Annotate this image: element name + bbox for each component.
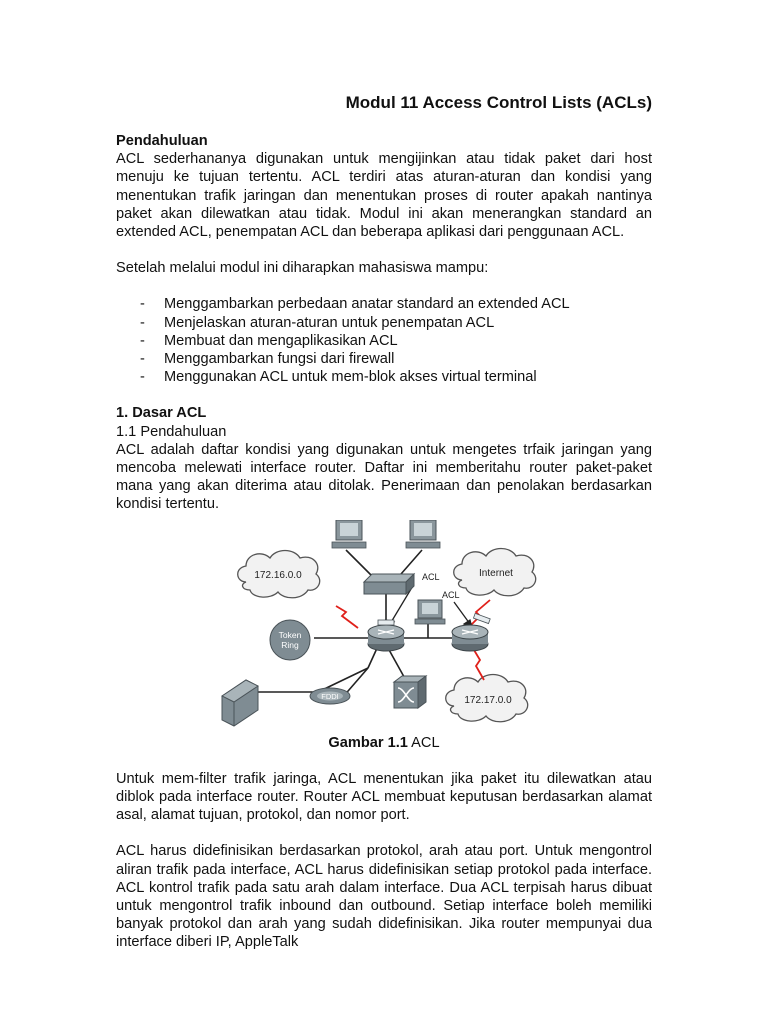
section-paragraph: ACL adalah daftar kondisi yang digunakan untuk mengetes trfaik jaringan yang mencoba melewati interface router. Daftar ini memberitahu router paket-paket mana yang akan diterima atau ditolak. Penerimaan dan penolakan berdasarkan kondisi tertentu. — [116, 441, 652, 513]
body-paragraph: Untuk mem-filter trafik jaringa, ACL menentukan jika paket itu dilewatkan atau diblok pada interface router. Router ACL membuat keputusan berdasarkan alamat asal, alamat tujuan, protokol, dan nomor port. — [116, 770, 652, 824]
router-icon — [452, 613, 490, 651]
figure-acl-diagram — [116, 514, 652, 732]
figure-caption-label: Gambar 1.1 — [328, 734, 408, 751]
list-item: - Menggunakan ACL untuk mem-blok akses virtual terminal — [140, 369, 537, 386]
server-icon — [222, 680, 258, 726]
subsection-heading: 1.1 Pendahuluan — [116, 423, 227, 440]
list-item: - Membuat dan mengaplikasikan ACL — [140, 332, 398, 349]
module-title: Modul 11 Access Control Lists (ACLs) — [345, 93, 652, 112]
pc-icon — [332, 520, 366, 548]
bullet-dash: - — [140, 351, 145, 368]
switch-icon — [364, 574, 414, 594]
token-ring-icon — [270, 620, 310, 660]
document-content — [116, 132, 652, 952]
objectives-intro: Setelah melalui modul ini diharapkan mahasiswa mampu: — [116, 260, 489, 277]
intro-paragraph: ACL sederhananya digunakan untuk mengijinkan atau tidak paket dari host menuju ke tujuan tertentu. ACL terdiri atas aturan-aturan dan kondisi yang menentukan trafik jaringan dan menentukan proses di router apakah nantinya paket akan dilewatkan atau tidak. Modul ini akan menerangkan standard an extended ACL, penempatan ACL dan beberapa aplikasi dari penggunaan ACL. — [116, 151, 652, 241]
objectives-list — [116, 295, 652, 386]
bullet-dash: - — [140, 314, 145, 331]
acl-label-left: ACL — [422, 571, 440, 582]
figure-caption — [116, 734, 652, 752]
bullet-dash: - — [140, 296, 145, 313]
cloud-left-icon — [238, 550, 320, 597]
token-ring-label-2: Ring — [281, 639, 299, 650]
cloud-internet-label: Internet — [479, 567, 513, 579]
fddi-label: FDDI — [321, 691, 339, 701]
router-icon — [368, 620, 404, 651]
cloud-left-label: 172.16.0.0 — [254, 569, 302, 581]
list-item: - Menjelaskan aturan-aturan untuk penempatan ACL — [140, 314, 495, 331]
cloud-bottom-label: 172.17.0.0 — [464, 694, 512, 706]
pc-icon — [406, 520, 440, 548]
bullet-dash: - — [140, 332, 145, 349]
list-item: - Menggambarkan perbedaan anatar standard an extended ACL — [140, 296, 570, 313]
network-diagram — [218, 520, 548, 730]
cloud-internet-icon — [454, 548, 536, 595]
bullet-dash: - — [140, 369, 145, 386]
body-paragraph: ACL harus didefinisikan berdasarkan protokol, arah atau port. Untuk mengontrol aliran trafik pada interface, ACL harus didefinisikan setiap protokol pada interface. ACL kontrol trafik pada satu arah dalam interface. Dua ACL terpisah harus dibuat untuk mengontrol trafik inbound dan outbound. Setiap interface boleh memiliki banyak protokol dan arah yang sudah didefinisikan. Jika router mempunyai dua interface diberi IP, AppleTalk — [116, 843, 652, 951]
pc-icon — [415, 600, 445, 624]
intro-heading: Pendahuluan — [116, 133, 208, 149]
cloud-bottom-icon — [446, 674, 528, 721]
list-item: - Menggambarkan fungsi dari firewall — [140, 351, 395, 368]
section-heading: 1. Dasar ACL — [116, 405, 207, 422]
acl-label-right: ACL — [442, 589, 460, 600]
figure-caption-text: ACL — [411, 734, 440, 751]
token-ring-label-1: Token — [278, 629, 302, 640]
fddi-icon — [310, 688, 350, 704]
atm-switch-icon — [394, 676, 426, 708]
